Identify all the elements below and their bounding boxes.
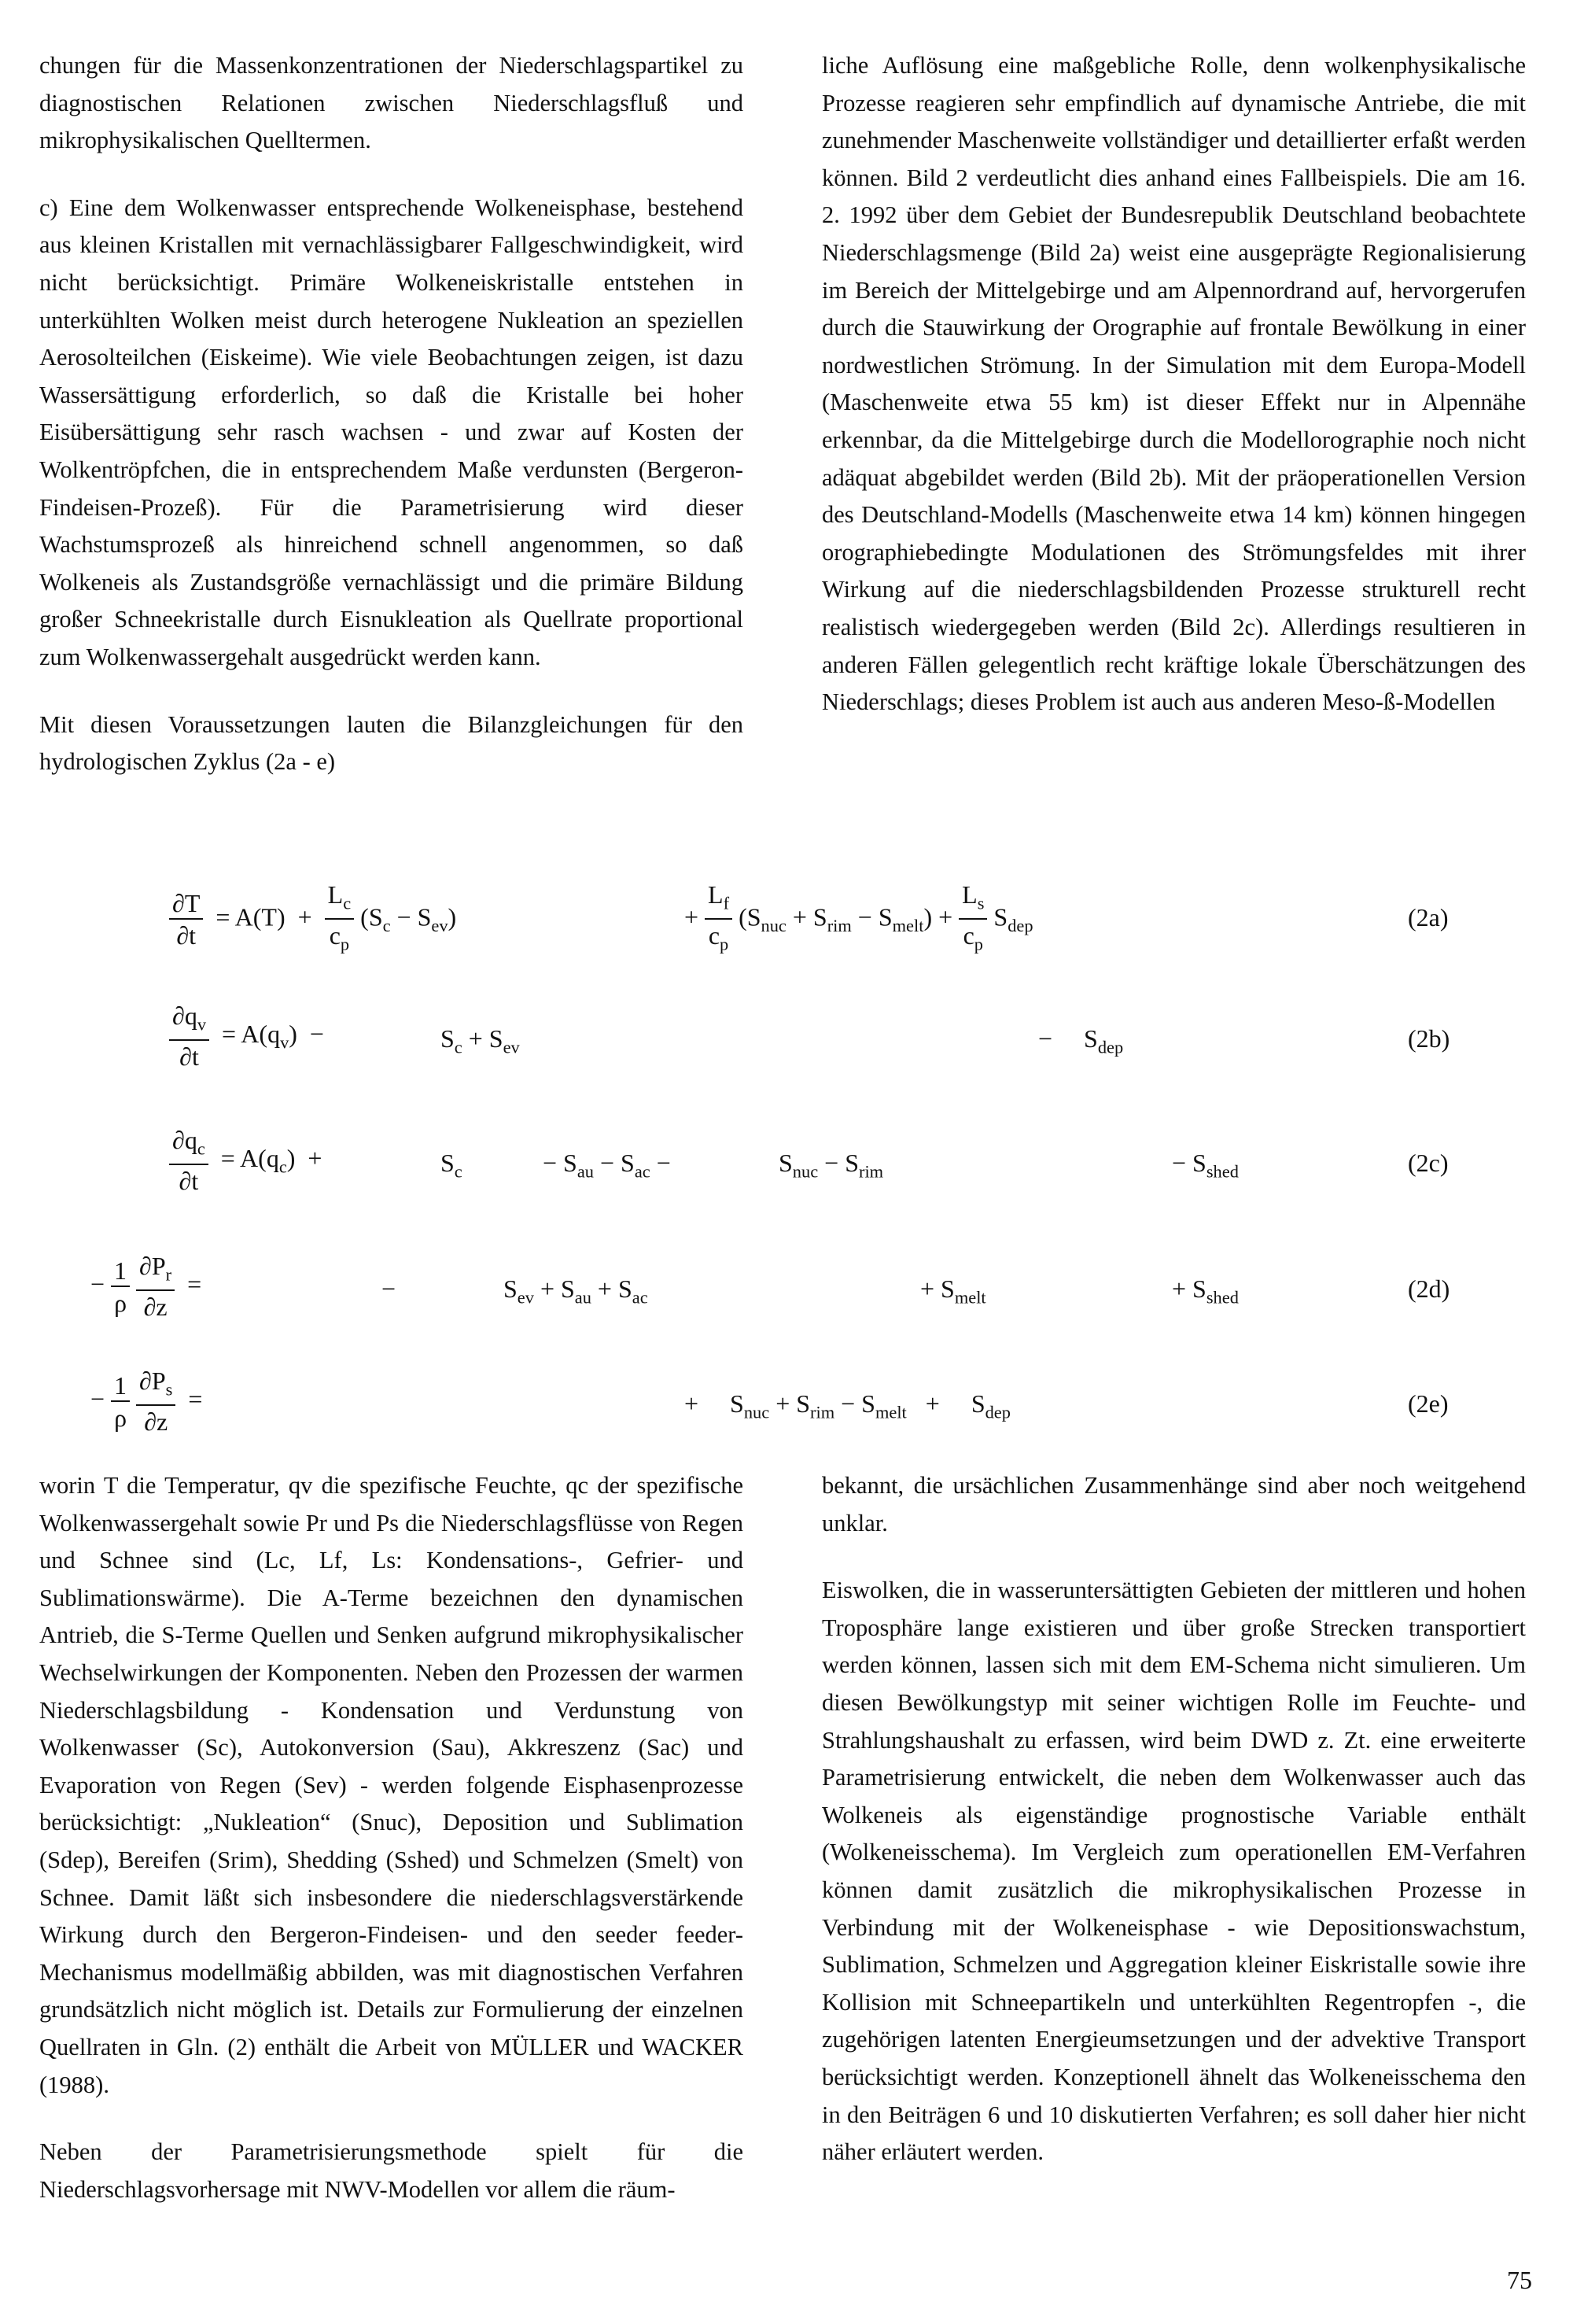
equation-2a-lhs: $\frac{\partial T}{\partial t}$ = A(T) + $\frac{L_c}{c_p}$ $(S_c - S_{ev})$ bbox=[169, 880, 456, 961]
equation-number: (2a) bbox=[1408, 903, 1449, 931]
paragraph: bekannt, die ursächlichen Zusammenhänge sind aber noch weitgehend unklar. bbox=[822, 1472, 1526, 1536]
equation-2c-ice: $S_{nuc} - S_{rim}$ bbox=[779, 1149, 884, 1182]
paragraph: c) Eine dem Wolkenwasser entsprechende Wolkeneisphase, bestehend aus kleinen Kristallen mit vernachlässigbarer Fallgeschwindigkeit, wird nicht berücksichtigt. Primäre Wolkeneiskristalle entstehen in unterkühlten Wolken meist durch heterogene Nukleation an speziellen Aerosolteilchen (Eiskeime). Wie viele Beobachtungen zeigen, ist dazu Wassersättigung erforderlich, so daß die Kristalle bei hoher Eisübersättigung sehr rasch wachsen - und zwar auf Kosten der Wolkentröpfchen, die in entsprechendem Maße verdunsten (Bergeron-Findeisen-Prozeß). Für die Parametrisierung wird dieser Wachstumsprozeß als hinreichend schnell angenommen, so daß Wolkeneis als Zustandsgröße vernachlässigt und die primäre Bildung großer Schneekristalle durch Eisnukleation als Quellrate proportional zum Wolkenwassergehalt ausgedrückt werden kann. bbox=[39, 194, 743, 670]
equation-2b-dep: − $S_{dep}$ bbox=[1038, 1024, 1124, 1057]
equation-number: (2e) bbox=[1408, 1389, 1449, 1418]
equation-2c-warm: − $S_{au} - S_{ac}$ − bbox=[543, 1149, 671, 1182]
paragraph: worin T die Temperatur, qv die spezifische Feuchte, qc der spezifische Wolkenwassergehalt sowie Pr und Ps die Niederschlagsflüsse von Regen und Schnee sind (Lc, Lf, Ls: Kondensations-, Gefrier- und Sublimationswärme). Die A-Terme bezeichnen den dynamischen Antrieb, die S-Terme Quellen und Senken aufgrund mikrophysikalischer Wechselwirkungen der Komponenten. Neben den Prozessen der warmen Niederschlagsbildung - Kondensation und Verdunstung von Wolkenwasser (Sc), Autokonversion (Sau), Akkreszenz (Sac) und Evaporation von Regen (Sev) - werden folgende Eisphasenprozesse berücksichtigt: „Nukleation“ (Snuc), Deposition und Sublimation (Sdep), Bereifen (Srim), Shedding (Sshed) und Schmelzen (Smelt) von Schnee. Damit läßt sich insbesondere die niederschlagsverstärkende Wirkung durch den Bergeron-Findeisen- und den seeder feeder-Mechanismus modellmäßig abbilden, was mit diagnostischen Verfahren grundsätzlich nicht möglich ist. Details zur Formulierung der einzelnen Quellraten in Gln. (2) enthält die Arbeit von MÜLLER und WACKER (1988). bbox=[39, 1472, 743, 2098]
paragraph: Mit diesen Voraussetzungen lauten die Bilanzgleichungen für den hydrologischen Zyklus (2a - e) bbox=[39, 710, 743, 776]
equation-2a-ice: + $\frac{L_f}{c_p}$ $(S_{nuc} + S_{rim} - S_{melt})$ + $\frac{L_s}{c_p}$ $S_{dep}$ bbox=[684, 880, 1033, 961]
equation-2c-shed: − $S_{shed}$ bbox=[1172, 1149, 1239, 1182]
equation-2b-terms: $S_c + S_{ev}$ bbox=[440, 1024, 520, 1057]
equation-2e: − $\frac{1}{\rho}$ $\frac{\partial P_s}{\partial z}$ = bbox=[90, 1367, 203, 1437]
equation-2c: $\frac{\partial q_c}{\partial t}$ = $A(q_c)$ + bbox=[169, 1125, 322, 1197]
column-top-left bbox=[39, 47, 743, 781]
column-bottom-left bbox=[39, 1467, 743, 2208]
column-bottom-right bbox=[822, 1467, 1526, 2171]
column-top-right bbox=[822, 47, 1526, 721]
equation-2d: − $\frac{1}{\rho}$ $\frac{\partial P_r}{\partial z}$ = bbox=[90, 1252, 202, 1322]
paragraph: liche Auflösung eine maßgebliche Rolle, denn wolkenphysikalische Prozesse reagieren sehr empfindlich auf dynamische Antriebe, die mit zunehmender Maschenweite vollständiger und detaillierter erfaßt werden können. Bild 2 verdeutlicht dies anhand eines Fallbeispiels. Die am 16. 2. 1992 über dem Gebiet der Bundesrepublik Deutschland beobachtete Niederschlagsmenge (Bild 2a) weist eine ausgeprägte Regionalisierung im Bereich der Mittelgebirge und am Alpennordrand auf, hervorgerufen durch die Stauwirkung der Orographie auf frontale Bewölkung in einer nordwestlichen Strömung. In der Simulation mit dem Europa-Modell (Maschenweite etwa 55 km) ist dieser Effekt nur in Alpennähe erkennbar, da die Mittelgebirge durch die Modellorographie noch nicht adäquat abgebildet werden (Bild 2b). Mit der präoperationellen Version des Deutschland-Modells (Maschenweite etwa 14 km) können hingegen orographiebedingte Modulationen des Strömungsfeldes mit ihrer Wirkung auf die niederschlagsbildenden Prozesse strukturell recht realistisch wiedergegeben werden (Bild 2c). Allerdings resultieren in anderen Fällen gelegentlich recht kräftige lokale Überschätzungen des Niederschlags; dieses Problem ist auch aus anderen Meso-ß-Modellen bbox=[822, 52, 1526, 716]
equation-2d-minus: − bbox=[381, 1275, 396, 1303]
equation-2d-melt: + $S_{melt}$ bbox=[920, 1275, 986, 1308]
paragraph: chungen für die Massenkonzentrationen der Niederschlagspartikel zu diagnostischen Relationen zwischen Niederschlagsfluß und mikrophysikalischen Quelltermen. bbox=[39, 52, 743, 154]
equation-number: (2b) bbox=[1408, 1024, 1450, 1053]
paragraph: Eiswolken, die in wasseruntersättigten Gebieten der mittleren und hohen Troposphäre lange existieren und über große Strecken transportiert werden können, lassen sich mit dem EM-Schema nicht simulieren. Um diesen Bewölkungstyp mit seiner wichtigen Rolle im Feuchte- und Strahlungshaushalt zu erfassen, wird beim DWD z. Zt. eine erweiterte Parametrisierung entwickelt, die neben dem Wolkenwasser auch das Wolkeneis als eigenständige prognostische Variable enthält (Wolkeneisschema). Im Vergleich zum operationellen EM-Verfahren können damit zusätzlich die mikrophysikalischen Prozesse in Verbindung mit der Wolkeneisphase - wie Depositionswachstum, Sublimation, Schmelzen und Aggregation kleiner Eiskristalle sowie ihre Kollision mit Schneepartikeln und unterkühlten Regentropfen -, die zugehörigen latenten Energieumsetzungen und der advektive Transport berücksichtigt werden. Konzeptionell ähnelt das Wolkeneisschema den in den Beiträgen 6 und 10 diskutierten Verfahren; es soll daher hier nicht näher erläutert werden. bbox=[822, 1577, 1526, 2166]
equation-2c-terms: $S_c$ bbox=[440, 1149, 462, 1182]
equation-number: (2c) bbox=[1408, 1149, 1449, 1177]
equation-2d-shed: + $S_{shed}$ bbox=[1172, 1275, 1239, 1308]
equation-number: (2d) bbox=[1408, 1275, 1450, 1303]
equation-2d-terms: $S_{ev} + S_{au} + S_{ac}$ bbox=[503, 1275, 648, 1308]
paragraph: Neben der Parametrisierungsmethode spielt für die Niederschlagsvorhersage mit NWV-Modellen vor allem die räum- bbox=[39, 2138, 743, 2203]
page-number: 75 bbox=[1507, 2266, 1532, 2294]
equation-2b: $\frac{\partial q_v}{\partial t}$ = $A(q_v)$ − bbox=[169, 1001, 324, 1072]
equation-2e-ice: + $S_{nuc} + S_{rim} - S_{melt}$ + $S_{dep}$ bbox=[684, 1389, 1011, 1422]
